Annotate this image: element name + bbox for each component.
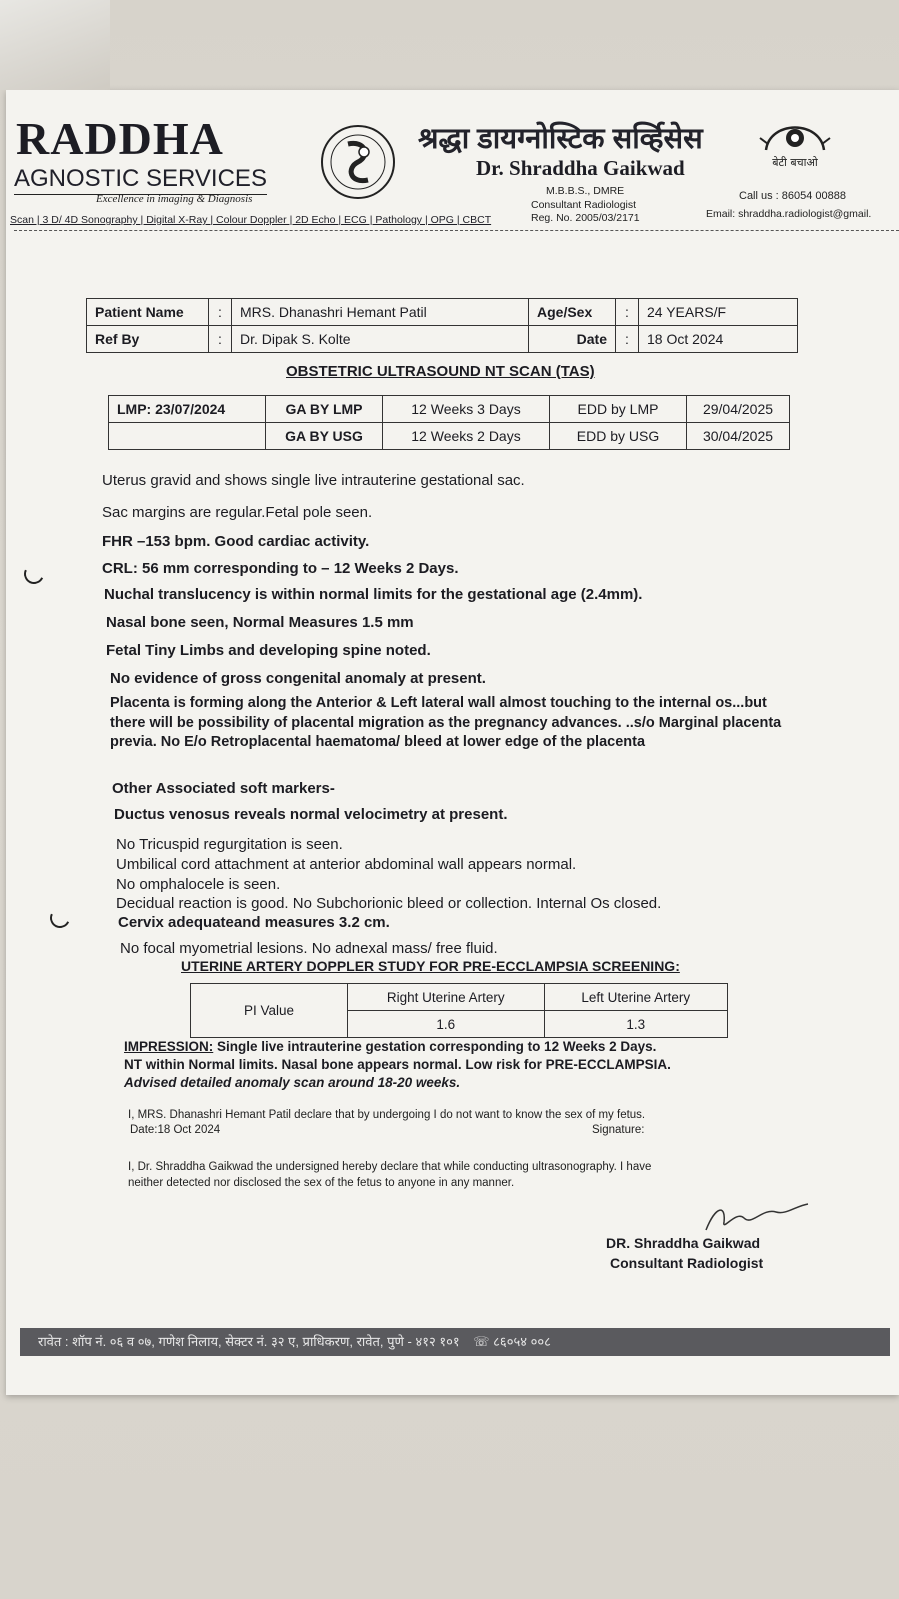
clinic-email: Email: shraddha.radiologist@gmail. bbox=[706, 208, 872, 220]
edd-by-lmp: 29/04/2025 bbox=[687, 396, 790, 423]
footer-phone: ८६०५४ ००८ bbox=[493, 1334, 551, 1349]
placenta-finding: Placenta is forming along the Anterior & Left lateral wall almost touching to the internal os...but there will be possibility of placental migration as the pregnancy advances. ..s/o Marginal placenta previa. No E/o Retroplacental haematoma/ bleed at lower edge of the placenta bbox=[110, 695, 782, 751]
date-label: Date bbox=[529, 326, 616, 353]
finding-line: No omphalocele is seen. bbox=[116, 876, 281, 893]
finding-line: Fetal Tiny Limbs and developing spine noted. bbox=[106, 642, 431, 659]
signature-label: Signature: bbox=[592, 1124, 645, 1136]
clinic-subtitle: AGNOSTIC SERVICES bbox=[14, 165, 267, 192]
table-row: Patient Name : MRS. Dhanashri Hemant Patil Age/Sex : 24 YEARS/F bbox=[87, 299, 798, 326]
patient-info-table bbox=[86, 298, 798, 353]
doctor-role: Consultant Radiologist bbox=[531, 199, 637, 211]
doctor-declaration-2: neither detected nor disclosed the sex of the fetus to anyone in any manner. bbox=[128, 1177, 515, 1189]
finding-line: Uterus gravid and shows single live intrauterine gestational sac. bbox=[102, 472, 525, 489]
whatsapp-icon: ☏ bbox=[473, 1334, 490, 1349]
ga-by-usg: 12 Weeks 2 Days bbox=[383, 423, 550, 450]
table-row: GA BY USG 12 Weeks 2 Days EDD by USG 30/04/2025 bbox=[109, 423, 790, 450]
patient-name: MRS. Dhanashri Hemant Patil bbox=[232, 299, 529, 326]
svg-text:बेटी बचाओ: बेटी बचाओ bbox=[772, 156, 818, 169]
header-divider bbox=[14, 230, 899, 231]
footer-address-bar bbox=[20, 1328, 890, 1356]
clinic-phone: Call us : 86054 00888 bbox=[739, 190, 847, 202]
age-sex-label: Age/Sex bbox=[529, 299, 616, 326]
clinic-tagline: Excellence in imaging & Diagnosis bbox=[96, 193, 253, 205]
paper-fold-shadow bbox=[0, 0, 110, 90]
table-row: Ref By : Dr. Dipak S. Kolte Date : 18 Oct 2024 bbox=[87, 326, 798, 353]
doppler-table bbox=[190, 983, 728, 1038]
registration-number: Reg. No. 2005/03/2171 bbox=[531, 212, 640, 224]
report-paper bbox=[6, 90, 899, 1395]
finding-line: CRL: 56 mm corresponding to – 12 Weeks 2 Days. bbox=[102, 560, 459, 577]
footer-address: रावेत : शॉप नं. ०६ व ०७, गणेश निलाय, सेक्टर नं. ३२ ए, प्राधिकरण, रावेत, पुणे - ४१२ १०१ bbox=[38, 1334, 460, 1349]
finding-line: Ductus venosus reveals normal velocimetry at present. bbox=[114, 806, 508, 823]
finding-line: Nuchal translucency is within normal limits for the gestational age (2.4mm). bbox=[104, 586, 643, 603]
ga-by-lmp: 12 Weeks 3 Days bbox=[383, 396, 550, 423]
report-date: 18 Oct 2024 bbox=[639, 326, 798, 353]
patient-declaration: I, MRS. Dhanashri Hemant Patil declare that by undergoing I do not want to know the sex of my fetus. bbox=[128, 1109, 646, 1121]
doctor-qualifications: M.B.B.S., DMRE bbox=[546, 185, 625, 197]
ref-by-label: Ref By bbox=[87, 326, 209, 353]
doppler-title: UTERINE ARTERY DOPPLER STUDY FOR PRE-ECCLAMPSIA SCREENING: bbox=[181, 958, 680, 974]
finding-line: No focal myometrial lesions. No adnexal mass/ free fluid. bbox=[120, 940, 498, 957]
impression-block: IMPRESSION: Single live intrauterine gestation corresponding to 12 Weeks 2 Days. NT within Normal limits. Nasal bone appears normal. Low risk for PRE-ECCLAMPSIA. Advised detailed anomaly scan around 18-20 weeks. bbox=[124, 1039, 671, 1090]
patient-age-sex: 24 YEARS/F bbox=[639, 299, 798, 326]
declaration-date: Date:18 Oct 2024 bbox=[130, 1124, 221, 1136]
lmp-value: LMP: 23/07/2024 bbox=[109, 396, 266, 423]
finding-line: Decidual reaction is good. No Subchorionic bleed or collection. Internal Os closed. bbox=[116, 895, 662, 912]
finding-line: Cervix adequateand measures 3.2 cm. bbox=[118, 914, 390, 931]
finding-line: FHR –153 bpm. Good cardiac activity. bbox=[102, 533, 370, 550]
finding-line: No evidence of gross congenital anomaly at present. bbox=[110, 670, 486, 687]
finding-line: Sac margins are regular.Fetal pole seen. bbox=[102, 504, 373, 521]
patient-name-label: Patient Name bbox=[87, 299, 209, 326]
finding-line: Other Associated soft markers- bbox=[112, 780, 335, 797]
doctor-name: Dr. Shraddha Gaikwad bbox=[476, 156, 685, 180]
table-row: LMP: 23/07/2024 GA BY LMP 12 Weeks 3 Days EDD by LMP 29/04/2025 bbox=[109, 396, 790, 423]
punch-hole-icon bbox=[47, 905, 73, 931]
clinic-name-hindi: श्रद्धा डायग्नोस्टिक सर्व्हिसेस bbox=[418, 123, 703, 155]
clinic-logo-icon bbox=[318, 122, 398, 202]
beti-bachao-emblem-icon bbox=[758, 110, 832, 180]
finding-line: Nasal bone seen, Normal Measures 1.5 mm bbox=[106, 614, 414, 631]
referring-doctor: Dr. Dipak S. Kolte bbox=[232, 326, 529, 353]
report-title: OBSTETRIC ULTRASOUND NT SCAN (TAS) bbox=[286, 363, 595, 380]
finding-line: No Tricuspid regurgitation is seen. bbox=[116, 836, 343, 853]
left-uterine-pi: 1.3 bbox=[544, 1011, 727, 1038]
doctor-declaration-1: I, Dr. Shraddha Gaikwad the undersigned hereby declare that while conducting ultrasonography. I have bbox=[128, 1161, 652, 1173]
impression-label: IMPRESSION: bbox=[124, 1039, 214, 1054]
pi-value-label: PI Value bbox=[191, 984, 348, 1038]
table-row: PI Value Right Uterine Artery Left Uterine Artery bbox=[191, 984, 728, 1011]
doctor-signature-icon bbox=[696, 1200, 816, 1240]
punch-hole-icon bbox=[21, 561, 47, 587]
dating-table bbox=[108, 395, 790, 450]
signoff-name: DR. Shraddha Gaikwad bbox=[606, 1235, 761, 1251]
clinic-name-english: RADDHA bbox=[16, 113, 224, 164]
signoff-title: Consultant Radiologist bbox=[610, 1255, 764, 1271]
finding-line: Umbilical cord attachment at anterior abdominal wall appears normal. bbox=[116, 856, 577, 873]
right-uterine-pi: 1.6 bbox=[348, 1011, 545, 1038]
edd-by-usg: 30/04/2025 bbox=[687, 423, 790, 450]
services-list: Scan | 3 D/ 4D Sonography | Digital X-Ray | Colour Doppler | 2D Echo | ECG | Pathology | OPG | CBCT bbox=[10, 214, 492, 226]
